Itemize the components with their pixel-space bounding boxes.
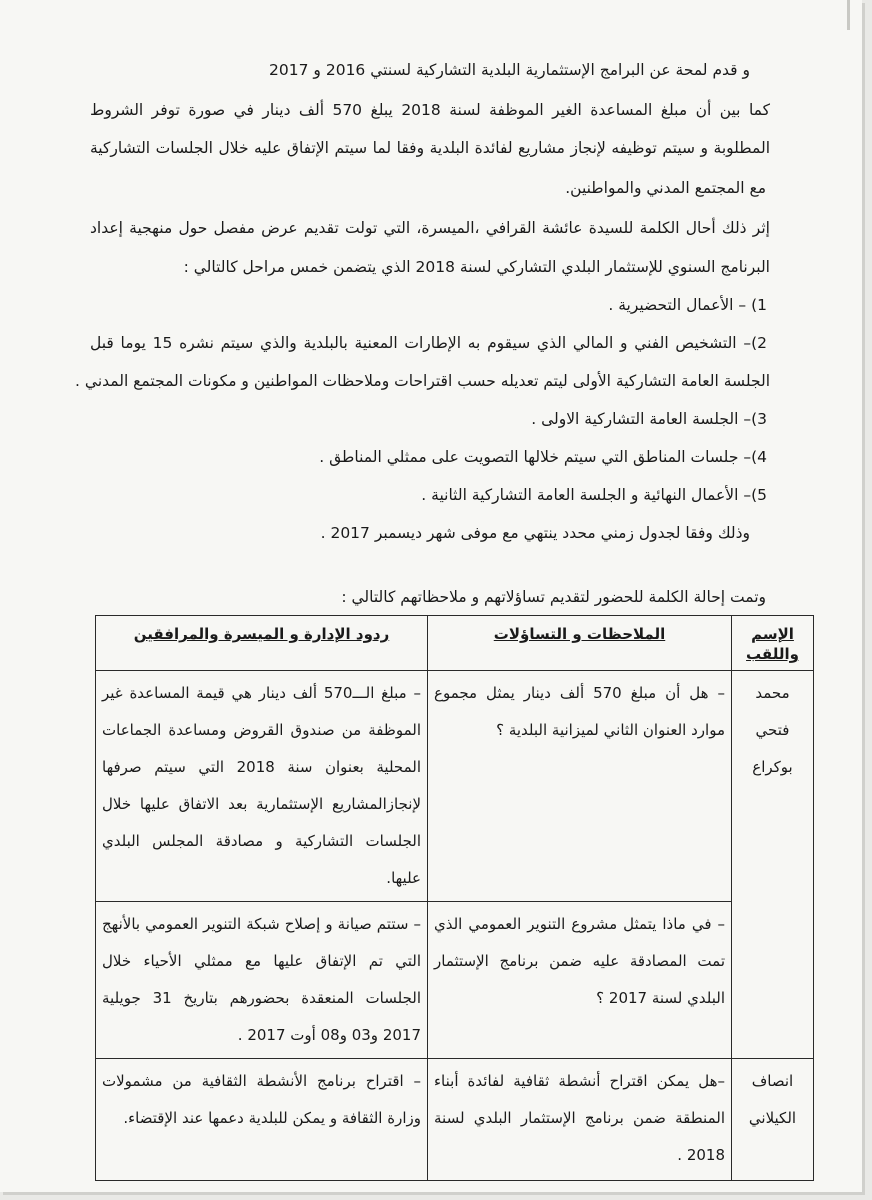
- cell-name: انصاف الكيلاني: [732, 1059, 814, 1181]
- cell-remark: –هل يمكن اقتراح أنشطة ثقافية لفائدة أبناء المنطقة ضمن برنامج الإستثمار البلدي لسنة 2018 .: [428, 1059, 732, 1181]
- table-row: [96, 902, 814, 1059]
- table-row: [96, 671, 814, 902]
- cell-remark: – في ماذا يتمثل مشروع التنوير العمومي الذي تمت المصادقة عليه ضمن برنامج الإستثمار البلدي لسنة 2017 ؟: [428, 902, 732, 1059]
- paragraph-line: الجلسة العامة التشاركية الأولى ليتم تعديله حسب اقتراحات وملاحظات المواطنين و مكونات المجتمع المدني .: [75, 372, 770, 390]
- list-item: 4)– جلسات المناطق التي سيتم خلالها التصويت على ممثلي المناطق .: [319, 448, 767, 466]
- table-intro: وتمت إحالة الكلمة للحضور لتقديم تساؤلاتهم و ملاحظاتهم كالتالي :: [341, 588, 766, 606]
- header-responses: ردود الإدارة و الميسرة والمرافقين: [96, 616, 428, 671]
- cell-response: – ستتم صيانة و إصلاح شبكة التنوير العمومي بالأنهج التي تم الإتفاق عليها مع ممثلي الأحياء خلال الجلسات المنعقدة بحضورهم بتاريخ 31 جويلية 2017 و03 و08 أوت 2017 .: [96, 902, 428, 1059]
- cell-name: محمد فتحي بوكراع: [732, 671, 814, 1059]
- paragraph-line: كما بين أن مبلغ المساعدة الغير الموظفة لسنة 2018 يبلغ 570 ألف دينار في صورة توفر الشروط: [90, 101, 771, 119]
- table-header-row: [96, 616, 814, 671]
- paragraph-line: وذلك وفقا لجدول زمني محدد ينتهي مع موفى شهر ديسمبر 2017 .: [320, 524, 750, 542]
- cell-response: – مبلغ الـــ570 ألف دينار هي قيمة المساعدة غير الموظفة من صندوق القروض ومساعدة الجماعات المحلية بعنوان سنة 2018 التي سيتم صرفها لإنجازالمشاريع الإستثمارية بعد الاتفاق عليها خلال الجلسات التشاركية و مصادقة المجلس البلدي عليها.: [96, 671, 428, 902]
- remarks-table: [95, 615, 814, 1181]
- paragraph-line: إثر ذلك أحال الكلمة للسيدة عائشة القرافي ،الميسرة، التي تولت تقديم عرض مفصل حول منهجية إعداد: [90, 219, 770, 237]
- page-edge-mark: [847, 0, 850, 30]
- table-row: [96, 1059, 814, 1181]
- list-item: 1) – الأعمال التحضيرية .: [608, 296, 767, 314]
- header-remarks: الملاحظات و التساؤلات: [428, 616, 732, 671]
- list-item: 3)– الجلسة العامة التشاركية الاولى .: [531, 410, 767, 428]
- paragraph-line: المطلوبة و سيتم توظيفه لإنجاز مشاريع لفائدة البلدية وفقا لما سيتم الإتفاق عليه خلال الجلسات التشاركية: [90, 139, 770, 157]
- paragraph-line: و قدم لمحة عن البرامج الإستثمارية البلدية التشاركية لسنتي 2016 و 2017: [269, 61, 750, 79]
- paragraph-line: البرنامج السنوي للإستثمار البلدي التشاركي لسنة 2018 الذي يتضمن خمس مراحل كالتالي :: [183, 258, 770, 276]
- list-item: 5)– الأعمال النهائية و الجلسة العامة التشاركية الثانية .: [421, 486, 767, 504]
- paragraph-line: مع المجتمع المدني والمواطنين.: [565, 179, 766, 197]
- header-name: الإسم واللقب: [732, 616, 814, 671]
- list-item: 2)– التشخيص الفني و المالي الذي سيقوم به الإطارات المعنية بالبلدية والذي سيتم نشره 15 يوما قبل: [90, 334, 767, 352]
- cell-remark: – هل أن مبلغ 570 ألف دينار يمثل مجموع موارد العنوان الثاني لميزانية البلدية ؟: [428, 671, 732, 902]
- cell-response: – اقتراح برنامج الأنشطة الثقافية من مشمولات وزارة الثقافة و يمكن للبلدية دعمها عند الإقتضاء.: [96, 1059, 428, 1181]
